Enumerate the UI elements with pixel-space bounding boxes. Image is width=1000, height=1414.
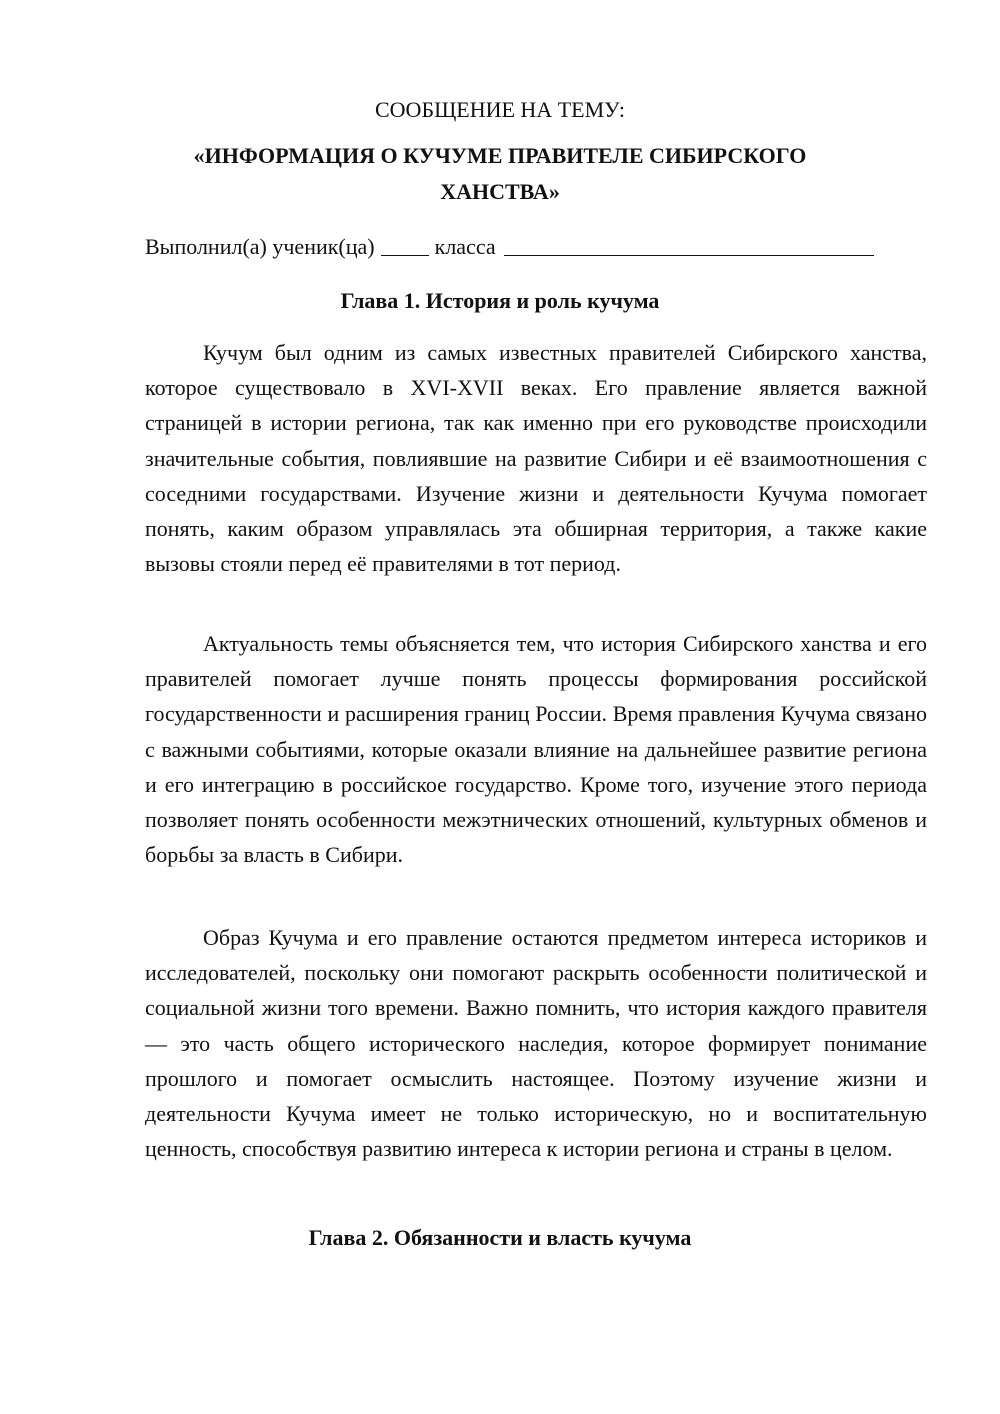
- paragraph-1: Кучум был одним из самых известных правителей Сибирского ханства, которое существовало в XVI-XVII веках. Его правление является важной страницей в истории региона, так как именно при его руководстве происходили значительные события, повлиявшие на развитие Сибири и её взаимоотношения с соседними государствами. Изучение жизни и деятельности Кучума помогает понять, каким образом управлялась эта обширная территория, а также какие вызовы стояли перед её правителями в тот период.: [145, 340, 927, 577]
- chapter-2-heading: Глава 2. Обязанности и власть кучума: [308, 1225, 692, 1250]
- title-line-2: ХАНСТВА»: [440, 179, 560, 204]
- paragraph-3: Образ Кучума и его правление остаются предметом интереса историков и исследователей, поскольку они помогают раскрыть особенности политической и социальной жизни того времени. Важно помнить, что история каждого правителя — это часть общего исторического наследия, которое формирует понимание прошлого и помогает осмыслить настоящее. Поэтому изучение жизни и деятельности Кучума имеет не только историческую, но и воспитательную ценность, способствуя развитию интереса к истории региона и страны в целом.: [145, 925, 927, 1162]
- signature-line: [145, 229, 925, 265]
- header-label: СООБЩЕНИЕ НА ТЕМУ:: [375, 97, 625, 122]
- document-title: [0, 138, 1000, 210]
- class-label: класса: [434, 234, 496, 259]
- class-blank: [381, 231, 429, 256]
- chapter-1-heading: Глава 1. История и роль кучума: [340, 288, 660, 313]
- name-blank: [504, 231, 874, 256]
- paragraph-2: Актуальность темы объясняется тем, что история Сибирского ханства и его правителей помогает лучше понять процессы формирования российской государственности и расширения границ России. Время правления Кучума связано с важными событиями, которые оказали влияние на дальнейшее развитие региона и его интеграцию в российское государство. Кроме того, изучение этого периода позволяет понять особенности межэтнических отношений, культурных обменов и борьбы за власть в Сибири.: [145, 631, 927, 868]
- signature-prefix: Выполнил(а) ученик(ца): [145, 234, 375, 259]
- title-line-1: «ИНФОРМАЦИЯ О КУЧУМЕ ПРАВИТЕЛЕ СИБИРСКОГО: [193, 143, 807, 168]
